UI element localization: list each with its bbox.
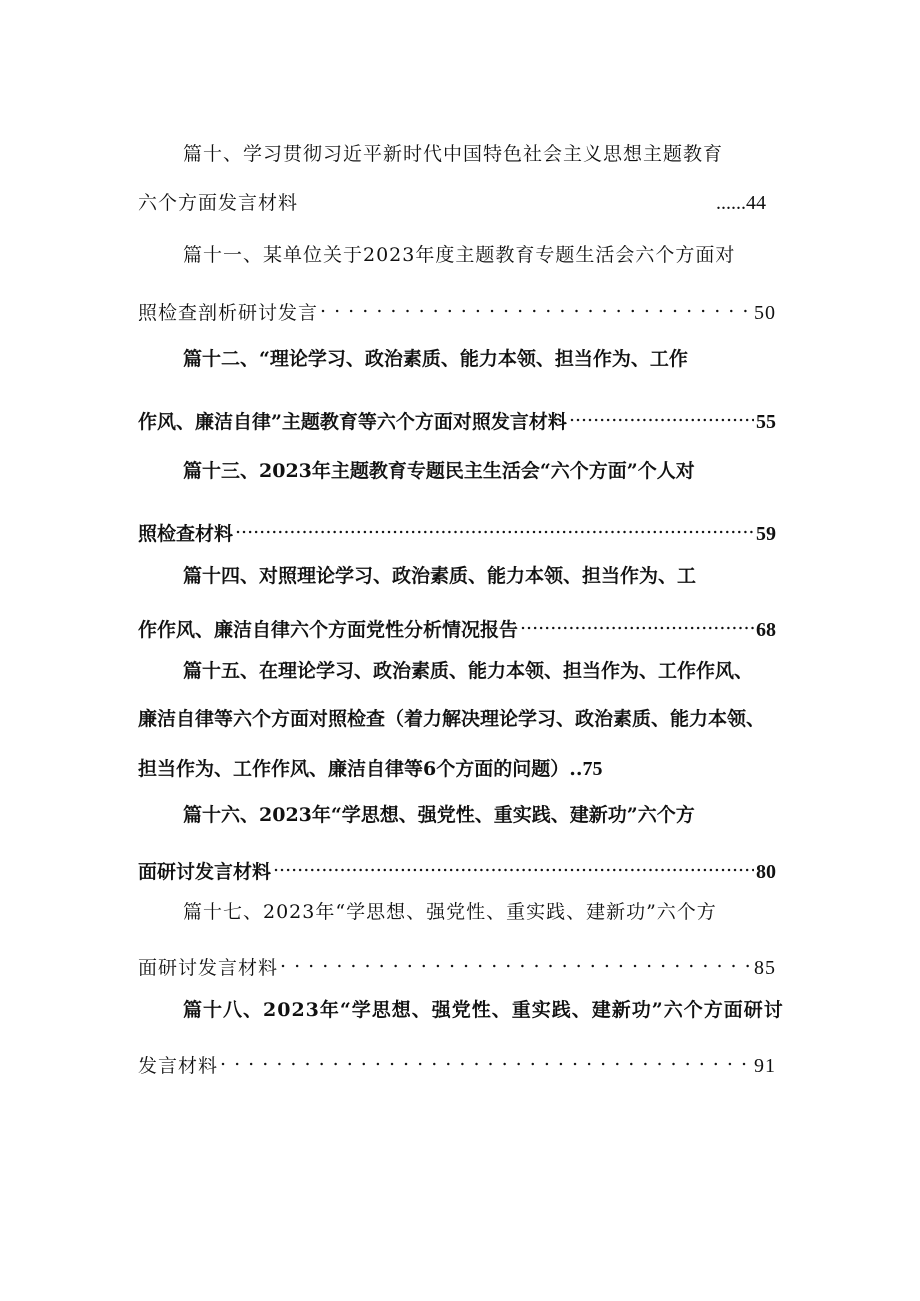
toc-entry-14-row[interactable] — [138, 610, 776, 643]
toc-entry-13-leader — [235, 514, 754, 540]
toc-entry-11-line-2: 照检查剖析研讨发言 — [138, 302, 319, 324]
toc-entry-17-row[interactable] — [138, 948, 776, 981]
toc-entry-16-line-1: 篇十六、2023年“学思想、强党性、重实践、建新功”六个方 — [183, 804, 695, 826]
toc-entry-15-line-1: 篇十五、在理论学习、政治素质、能力本领、担当作为、工作作风、 — [183, 660, 754, 682]
toc-entry-15-line-2: 廉洁自律等六个方面对照检查（着力解决理论学习、政治素质、能力本领、 — [138, 708, 766, 730]
toc-entry-16-row[interactable] — [138, 852, 776, 885]
toc-entry-10-page-number: 44 — [746, 192, 766, 214]
toc-entry-11-page-number: 50 — [754, 302, 776, 324]
toc-entry-10-page[interactable] — [716, 190, 766, 216]
toc-entry-18-row[interactable] — [138, 1046, 776, 1079]
toc-entry-14-page-number: 68 — [756, 619, 776, 641]
toc-entry-11-row[interactable] — [138, 293, 776, 326]
toc-entry-12-line-1: 篇十二、“理论学习、政治素质、能力本领、担当作为、工作 — [183, 348, 688, 370]
toc-entry-15-row[interactable] — [138, 756, 602, 782]
toc-entry-10-line-1: 篇十、学习贯彻习近平新时代中国特色社会主义思想主题教育 — [183, 143, 724, 165]
toc-entry-12-line-2: 作风、廉洁自律”主题教育等六个方面对照发言材料 — [138, 411, 567, 433]
toc-entry-17-leader — [280, 948, 752, 974]
toc-entry-15-page-number: 75 — [582, 758, 603, 780]
toc-entry-13-line-1: 篇十三、2023年主题教育专题民主生活会“六个方面”个人对 — [183, 460, 695, 482]
toc-entry-18-page-number: 91 — [754, 1055, 776, 1077]
toc-entry-18-line-2: 发言材料 — [138, 1055, 219, 1077]
toc-entry-11-line-1: 篇十一、某单位关于2023年度主题教育专题生活会六个方面对 — [183, 244, 736, 266]
toc-entry-18-line-1-text: 篇十八、2023年“学思想、强党性、重实践、建新功”六个方面研讨 — [183, 999, 784, 1021]
toc-entry-16-leader — [273, 852, 754, 878]
toc-entry-14-line-2: 作作风、廉洁自律六个方面党性分析情况报告 — [138, 619, 519, 641]
toc-entry-12-page-number: 55 — [756, 411, 776, 433]
toc-entry-17-line-1: 篇十七、2023年“学思想、强党性、重实践、建新功”六个方 — [183, 901, 717, 923]
toc-entry-14-leader — [520, 610, 754, 636]
toc-entry-16-line-2: 面研讨发言材料 — [138, 861, 272, 883]
toc-entry-18-leader — [220, 1046, 752, 1072]
toc-entry-10-leader: ...... — [716, 192, 746, 214]
toc-entry-17-line-2: 面研讨发言材料 — [138, 957, 279, 979]
toc-entry-17-page-number: 85 — [754, 957, 776, 979]
toc-entry-15-line-3: 担当作为、工作作风、廉洁自律等6个方面的问题）.. — [138, 758, 583, 780]
toc-entry-14-line-1: 篇十四、对照理论学习、政治素质、能力本领、担当作为、工 — [183, 565, 697, 587]
toc-entry-11-leader — [320, 293, 752, 319]
toc-entry-16-page-number: 80 — [756, 861, 776, 883]
toc-entry-18-line-1 — [183, 997, 784, 1023]
toc-entry-13-line-2: 照检查材料 — [138, 523, 234, 545]
toc-entry-13-page-number: 59 — [756, 523, 776, 545]
toc-entry-10-line-2: 六个方面发言材料 — [138, 192, 299, 214]
toc-entry-13-row[interactable] — [138, 514, 776, 547]
toc-entry-12-leader — [569, 402, 754, 428]
toc-entry-12-row[interactable] — [138, 402, 776, 435]
